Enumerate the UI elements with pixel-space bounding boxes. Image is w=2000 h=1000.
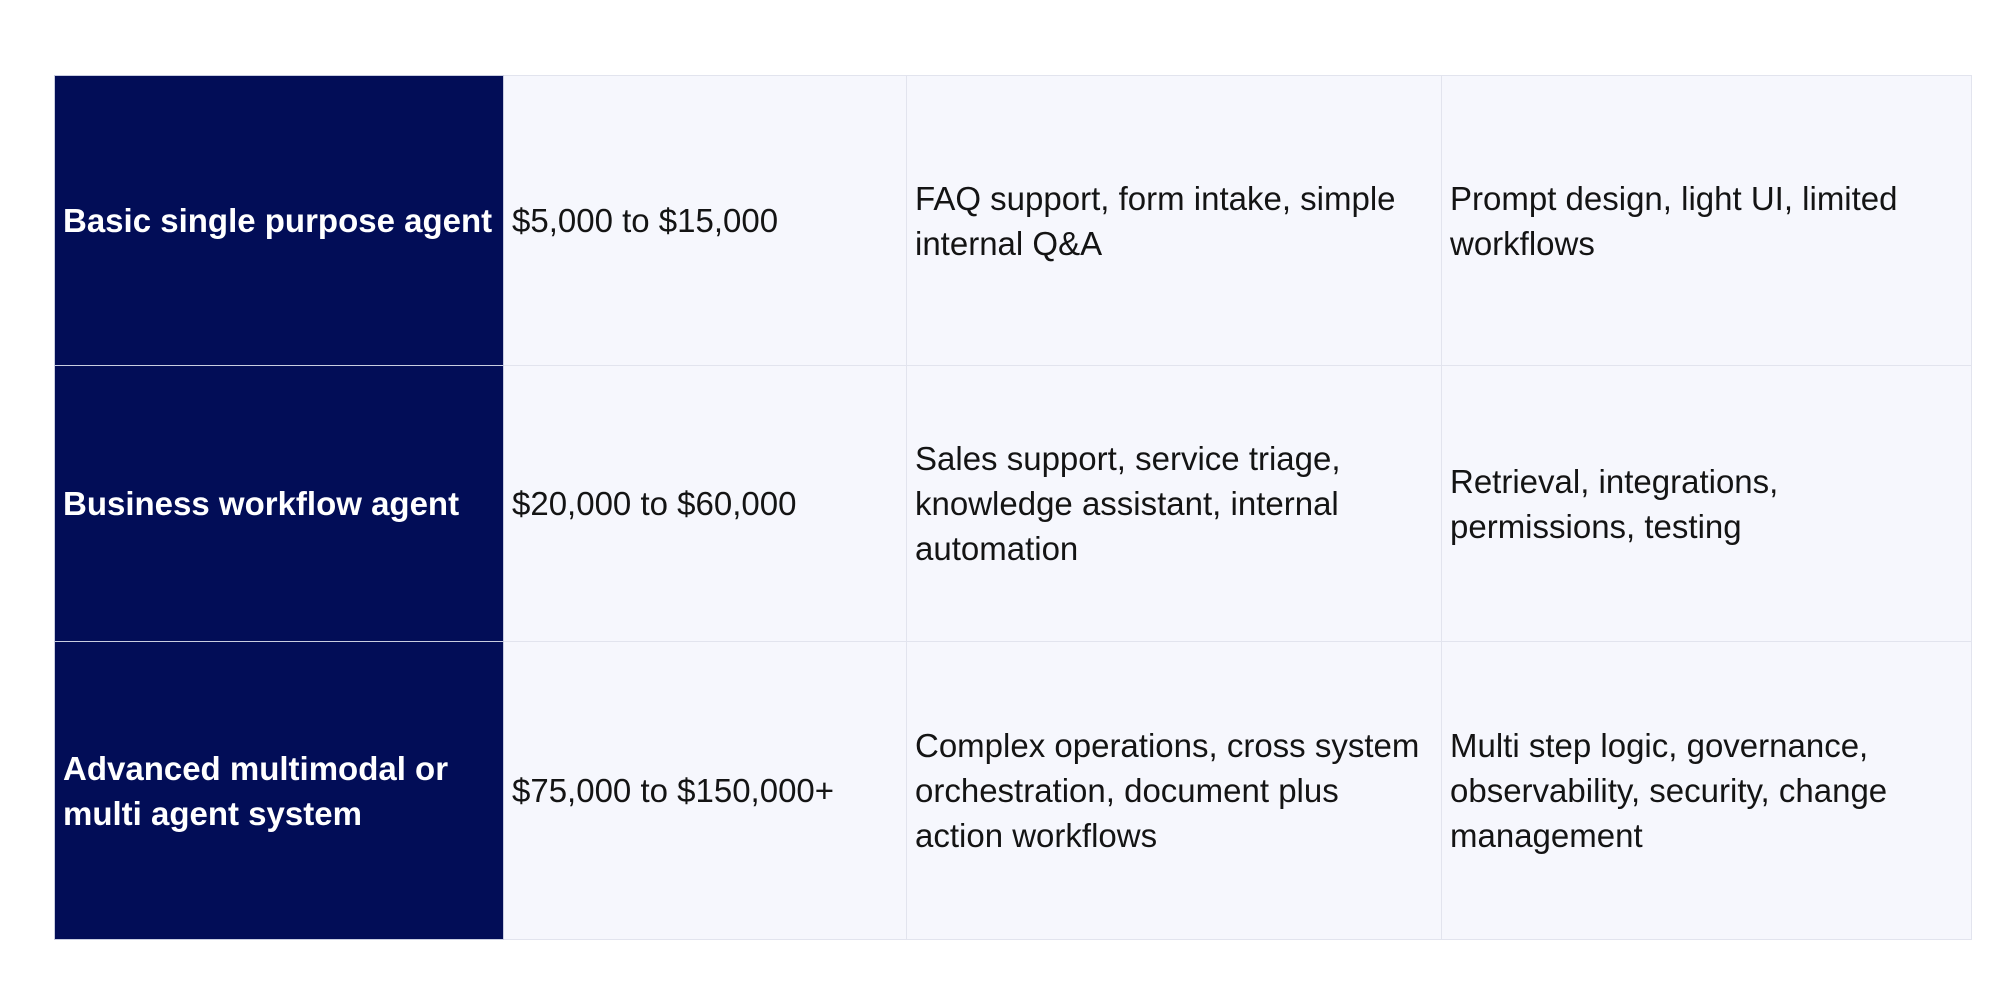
use-cases-cell: Sales support, service triage, knowledge assistant, internal automation [907, 366, 1442, 642]
tier-name-cell: Basic single purpose agent [55, 76, 504, 366]
table-row [55, 366, 1972, 642]
tier-name-cell: Advanced multimodal or multi agent system [55, 642, 504, 940]
price-range-cell: $75,000 to $150,000+ [504, 642, 907, 940]
table-row [55, 642, 1972, 940]
price-range-cell: $20,000 to $60,000 [504, 366, 907, 642]
use-cases-cell: Complex operations, cross system orchestration, document plus action workflows [907, 642, 1442, 940]
scope-cell: Multi step logic, governance, observability, security, change management [1442, 642, 1972, 940]
pricing-table [54, 75, 1972, 940]
use-cases-cell: FAQ support, form intake, simple internal Q&A [907, 76, 1442, 366]
price-range-cell: $5,000 to $15,000 [504, 76, 907, 366]
scope-cell: Prompt design, light UI, limited workflows [1442, 76, 1972, 366]
table-row [55, 76, 1972, 366]
scope-cell: Retrieval, integrations, permissions, testing [1442, 366, 1972, 642]
tier-name-cell: Business workflow agent [55, 366, 504, 642]
